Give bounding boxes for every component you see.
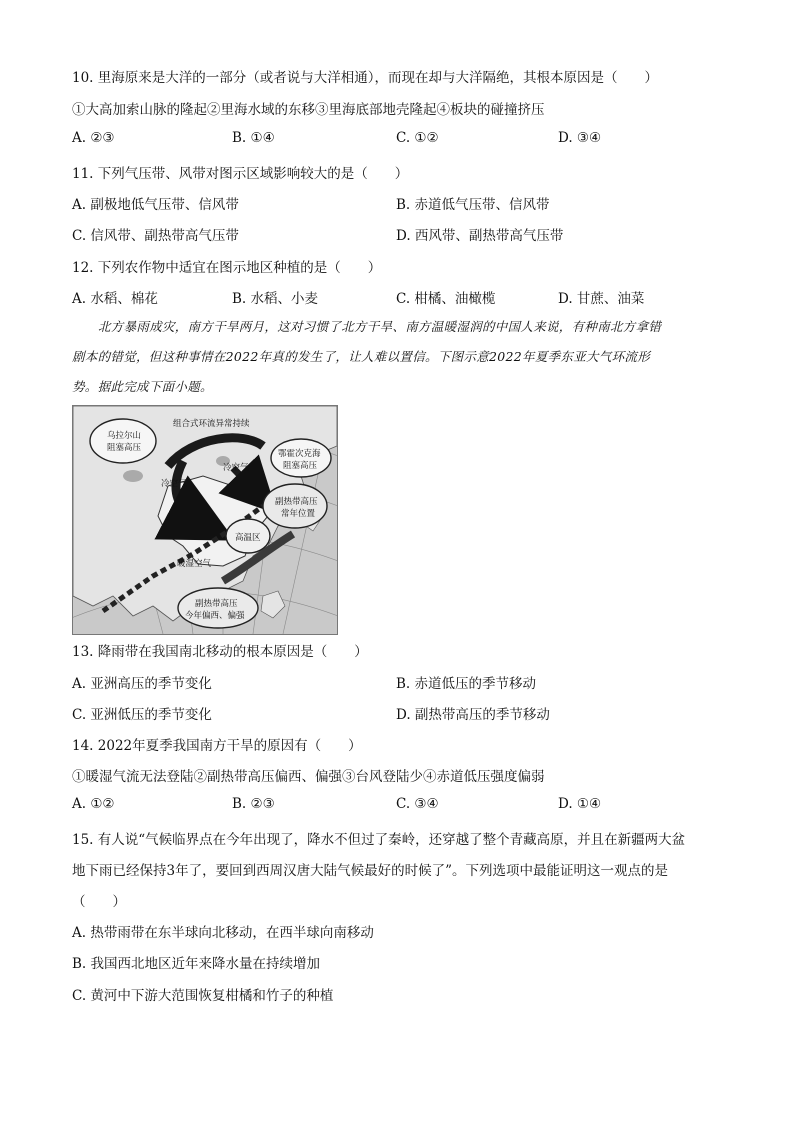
map-label-warm-moist: 暖湿空气 xyxy=(177,559,212,569)
q10-option-d[interactable]: D. ③④ xyxy=(558,130,602,146)
map-graphic xyxy=(73,406,337,634)
map-label-high-temp: 高温区 xyxy=(235,533,261,543)
map-label-subtropical-now-2: 今年偏西、偏强 xyxy=(185,611,245,621)
q12-option-a[interactable]: A. 水稻、棉花 xyxy=(72,291,158,307)
q11-option-d[interactable]: D. 西风带、副热带高气压带 xyxy=(396,228,564,244)
east-asia-circulation-map xyxy=(72,405,338,635)
q15-stem-line-2: 地下雨已经保持3年了，要回到西周汉唐大陆气候最好的时候了”。下列选项中最能证明这一观点的是 xyxy=(72,863,668,879)
q11-option-a[interactable]: A. 副极地低气压带、信风带 xyxy=(72,197,239,213)
q11-option-b[interactable]: B. 赤道低气压带、信风带 xyxy=(396,197,550,213)
q12-option-b[interactable]: B. 水稻、小麦 xyxy=(232,291,319,307)
map-label-ural-1: 乌拉尔山 xyxy=(107,431,142,441)
map-label-okhotsk-1: 鄂霍次克海 xyxy=(278,449,321,459)
q10-stem: 10. 里海原来是大洋的一部分（或者说与大洋相通），而现在却与大洋隔绝，其根本原因是（ ） xyxy=(72,70,659,86)
q14-option-a[interactable]: A. ①② xyxy=(72,796,115,812)
map-label-top: 组合式环流异常持续 xyxy=(173,419,250,429)
q13-option-a[interactable]: A. 亚洲高压的季节变化 xyxy=(72,676,212,692)
q15-option-c[interactable]: C. 黄河中下游大范围恢复柑橘和竹子的种植 xyxy=(72,988,334,1004)
q13-stem: 13. 降雨带在我国南北移动的根本原因是（ ） xyxy=(72,644,368,660)
q12-stem: 12. 下列农作物中适宜在图示地区种植的是（ ） xyxy=(72,260,382,276)
q15-stem-line-1: 15. 有人说“气候临界点在今年出现了，降水不但过了秦岭，还穿越了整个青藏高原，并且在新疆两大盆 xyxy=(72,832,686,848)
q15-option-b[interactable]: B. 我国西北地区近年来降水量在持续增加 xyxy=(72,956,321,972)
q12-option-d[interactable]: D. 甘蔗、油菜 xyxy=(558,291,645,307)
map-label-subtropical-normal-1: 副热带高压 xyxy=(275,497,318,507)
map-label-ural-2: 阻塞高压 xyxy=(107,443,142,453)
passage-line-2: 剧本的错觉，但这种事情在2022年真的发生了，让人难以置信。下图示意2022年夏季东亚大气环流形 xyxy=(72,349,651,364)
q14-statements: ①暖湿气流无法登陆②副热带高压偏西、偏强③台风登陆少④赤道低压强度偏弱 xyxy=(72,769,545,785)
passage-line-3: 势。据此完成下面小题。 xyxy=(72,379,213,394)
q15-option-a[interactable]: A. 热带雨带在东半球向北移动，在西半球向南移动 xyxy=(72,925,374,941)
q10-statements: ①大高加索山脉的隆起②里海水域的东移③里海底部地壳隆起④板块的碰撞挤压 xyxy=(72,102,545,118)
q10-option-a[interactable]: A. ②③ xyxy=(72,130,115,146)
q11-option-c[interactable]: C. 信风带、副热带高气压带 xyxy=(72,228,239,244)
q13-option-b[interactable]: B. 赤道低压的季节移动 xyxy=(396,676,537,692)
q14-stem: 14. 2022年夏季我国南方干旱的原因有（ ） xyxy=(72,738,362,754)
q14-option-c[interactable]: C. ③④ xyxy=(396,796,439,812)
map-label-subtropical-now-1: 副热带高压 xyxy=(195,599,238,609)
map-label-subtropical-normal-2: 常年位置 xyxy=(281,509,316,519)
q13-option-c[interactable]: C. 亚洲低压的季节变化 xyxy=(72,707,212,723)
map-label-cold-air-2: 冷空气 xyxy=(161,479,187,489)
q10-option-b[interactable]: B. ①④ xyxy=(232,130,275,146)
q13-option-d[interactable]: D. 副热带高压的季节移动 xyxy=(396,707,550,723)
q12-option-c[interactable]: C. 柑橘、油橄榄 xyxy=(396,291,496,307)
passage-line-1: 北方暴雨成灾，南方干旱两月，这对习惯了北方干旱、南方温暖湿润的中国人来说，有种南北方拿错 xyxy=(98,319,662,334)
q15-stem-line-3: （ ） xyxy=(72,894,126,910)
reading-passage xyxy=(72,312,732,402)
map-label-okhotsk-2: 阻塞高压 xyxy=(283,461,318,471)
q11-stem: 11. 下列气压带、风带对图示区域影响较大的是（ ） xyxy=(72,166,409,182)
q10-option-c[interactable]: C. ①② xyxy=(396,130,439,146)
q14-option-d[interactable]: D. ①④ xyxy=(558,796,602,812)
q14-option-b[interactable]: B. ②③ xyxy=(232,796,275,812)
map-label-cold-air-1: 冷空气 xyxy=(223,463,249,473)
